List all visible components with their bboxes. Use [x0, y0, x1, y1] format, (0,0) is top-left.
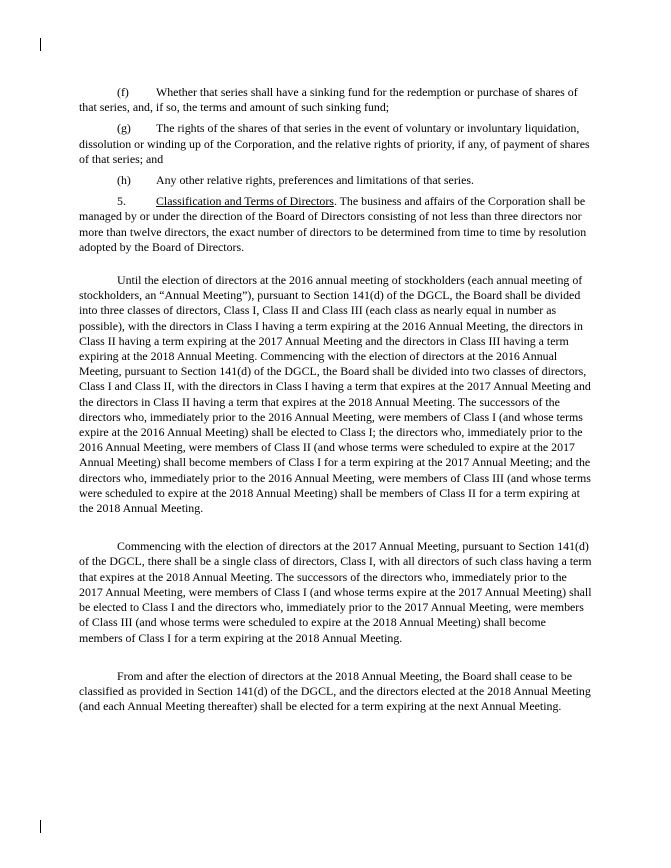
- paragraph-classes-2016: Until the election of directors at the 2016 annual meeting of stockholders (each annual meeting of stockholders, an “Annual Meeting”), pursuant to Section 141(d) of the DGCL, the Board shall be divided into three classes of directors, Class I, Class II and Class III (each class as nearly equal in number as possible), with the directors in Class I having a term expiring at the 2016 Annual Meeting, the directors in Class II having a term expiring at the 2017 Annual Meeting and the directors in Class III having a term expiring at the 2018 Annual Meeting. Commencing with the election of directors at the 2016 Annual Meeting, pursuant to Section 141(d) of the DGCL, the Board shall be divided into two classes of directors, Class I and Class II, with the directors in Class I having a term that expires at the 2017 Annual Meeting and the directors in Class II having a term that expires at the 2018 Annual Meeting. The successors of the directors who, immediately prior to the 2016 Annual Meeting, were members of Class I (and whose terms expire at the 2016 Annual Meeting) shall be elected to Class I; the directors who, immediately prior to the 2016 Annual Meeting, were members of Class II (and whose terms were scheduled to expire at the 2017 Annual Meeting) shall become members of Class I for a term expiring at the 2017 Annual Meeting; and the directors who, immediately prior to the 2016 Annual Meeting, were members of Class III (and whose terms were scheduled to expire at the 2018 Annual Meeting) shall be members of Class II for a term expiring at the 2018 Annual Meeting.: [79, 273, 591, 516]
- revision-bar-top: [40, 38, 41, 51]
- section-text: . The business and affairs of the Corporation shall be managed by or under the direction of the Board of Directors consisting of not less than three directors nor more than twelve directors, the exact number of directors to be determined from time to time by resolution adopted by the Board of Directors.: [79, 194, 587, 254]
- section-number: 5.: [117, 194, 126, 209]
- revision-bar-bottom: [40, 820, 41, 833]
- section-heading: Classification and Terms of Directors: [156, 194, 334, 209]
- paragraph-classes-2017: Commencing with the election of directors at the 2017 Annual Meeting, pursuant to Section 141(d) of the DGCL, there shall be a single class of directors, Class I, with all directors of such class having a term that expires at the 2018 Annual Meeting. The successors of the directors who, immediately prior to the 2017 Annual Meeting, were members of Class I (and whose terms expire at the 2017 Annual Meeting) shall be elected to Class I and the directors who, immediately prior to the 2017 Annual Meeting, were members of Class III (and whose terms were scheduled to expire at the 2018 Annual Meeting) shall become members of Class I for a term expiring at the 2018 Annual Meeting.: [79, 539, 592, 645]
- item-text: Whether that series shall have a sinking fund for the redemption or purchase of shares of that series, and, if so, the terms and amount of such sinking fund;: [79, 85, 578, 115]
- list-item-h: [79, 173, 592, 188]
- list-item-g: [79, 121, 592, 167]
- item-number: (h): [117, 173, 131, 188]
- paragraph-classes-2018: From and after the election of directors at the 2018 Annual Meeting, the Board shall cease to be classified as provided in Section 141(d) of the DGCL, and the directors elected at the 2018 Annual Meeting (and each Annual Meeting thereafter) shall be elected for a term expiring at the next Annual Meeting.: [79, 668, 591, 714]
- item-number: (g): [117, 121, 131, 136]
- item-number: (f): [117, 85, 129, 99]
- item-text: The rights of the shares of that series in the event of voluntary or involuntary liquidation, dissolution or winding up of the Corporation, and the relative rights of priority, if any, of payment of shares of that series; and: [79, 121, 590, 166]
- list-item-f: [79, 85, 592, 115]
- item-text: Any other relative rights, preferences and limitations of that series.: [156, 173, 474, 188]
- document-body: [79, 85, 592, 737]
- section-5: [79, 194, 592, 255]
